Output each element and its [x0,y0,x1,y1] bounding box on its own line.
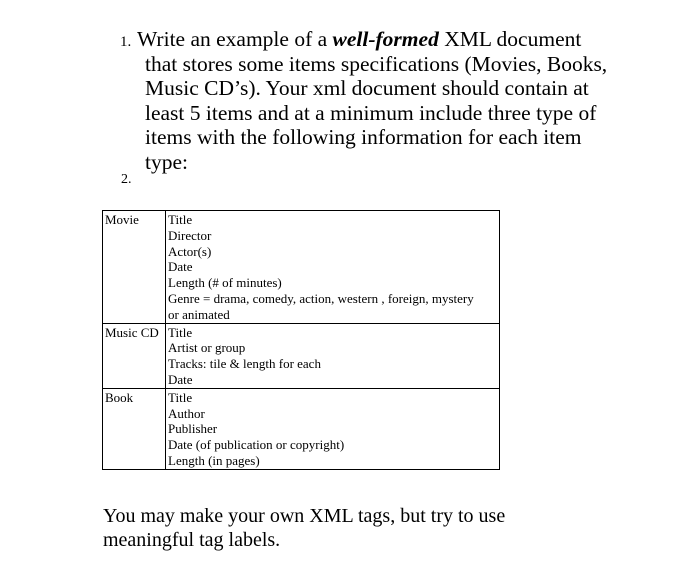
field-label: Title [168,389,193,405]
item-type-cell: Movie [103,211,166,324]
item-fields-cell [166,211,500,324]
question-1-line: items with the following information for each item [145,125,582,149]
field-label: Tracks: tile & length for each [168,356,321,372]
table-row-movie [103,211,500,324]
item-type-cell: Music CD [103,323,166,388]
field-label: Publisher [168,421,218,437]
question-1-text-post: XML document [438,27,582,51]
question-2-number: 2. [121,172,132,187]
item-type-cell: Book [103,388,166,469]
table-row-music-cd [103,323,500,388]
field-label: Artist or group [168,340,246,356]
field-label: or animated [168,306,230,322]
field-label: Actor(s) [168,243,212,259]
question-1-first-line [120,27,590,52]
question-1-line: type: [145,149,188,174]
item-fields-cell [166,388,500,469]
field-label: Length (in pages) [168,452,260,468]
closing-line: You may make your own XML tags, but try to use [103,505,506,527]
question-1-line: that stores some items specifications (Movies, Books, [145,51,608,76]
question-1-text-pre: Write an example of a [137,27,333,51]
field-label: Author [168,405,205,421]
emphasis-well-formed: well-formed [332,27,439,51]
field-label: Director [168,227,212,243]
field-label: Title [168,212,193,227]
field-label: Date [168,259,193,275]
closing-line: meaningful tag labels. [103,529,281,551]
field-label: Title [168,324,193,340]
field-label: Date (of publication or copyright) [168,437,345,453]
field-label: Length (# of minutes) [168,275,282,291]
question-1 [120,27,608,174]
question-1-number: 1. [120,34,132,50]
closing-note [103,504,505,552]
question-1-line: Music CD’s). Your xml document should contain at [145,76,589,100]
field-label: Genre = drama, comedy, action, western , foreign, mystery [168,290,474,306]
field-label: Date [168,371,193,387]
item-fields-cell [166,323,500,388]
question-1-line: least 5 items and at a minimum include three type of [145,100,597,125]
table-row-book [103,388,500,469]
item-spec-table [102,210,500,470]
